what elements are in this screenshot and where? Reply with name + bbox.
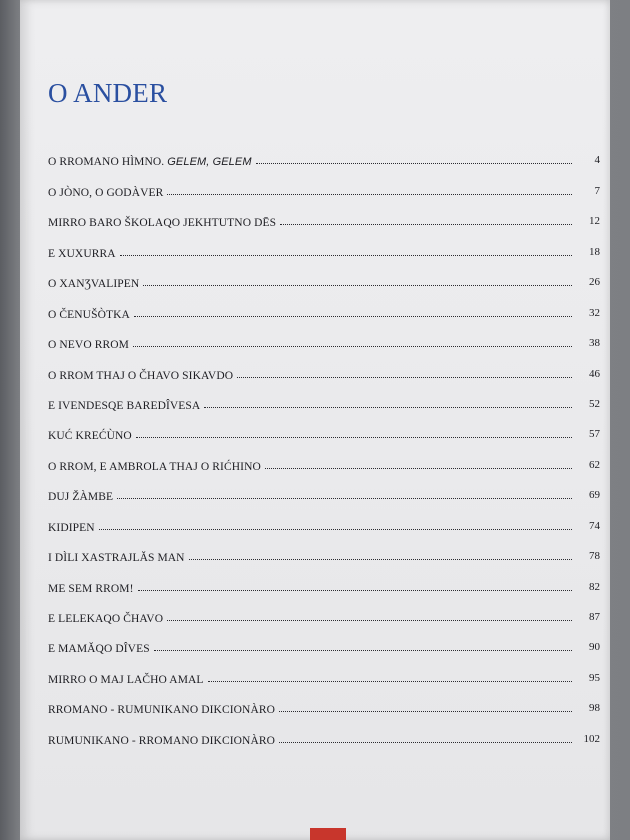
toc-entry-title [48,583,138,599]
toc-entry-title [48,278,143,294]
toc-entry [48,477,600,507]
toc-page-number: 62 [589,458,600,471]
toc-entry-title-text: KIDIPEN [48,521,95,534]
toc-entry-title [48,339,133,355]
toc-page-number: 90 [589,641,600,654]
toc-entry-title-text: E XUXURRA [48,247,116,260]
page-title: O ANDER [48,78,168,108]
toc-entry [48,294,600,324]
toc-entry-title [48,400,204,416]
toc-entry-title-text: O JÒNO, O GODÀVER [48,186,164,199]
toc-entry-title [48,613,167,629]
toc-entry-title-text: I DÌLI XASTRAJLĂS MAN [48,552,185,565]
toc-page-number: 12 [589,215,600,228]
toc-entry-title [48,674,208,690]
toc-entry-title-text: E IVENDESQE BAREDÎVESA [48,399,201,412]
toc-entry-title-italic: GELEM, GELEM [167,156,252,169]
toc-entry-title [48,309,134,325]
toc-entry-title-text: RROMANO - RUMUNIKANO DIKCIONÀRO [48,704,276,717]
dot-leader [279,741,572,743]
toc-entry-title [48,461,265,477]
toc-entry [48,507,600,537]
dot-leader [167,619,572,621]
toc-page-number: 57 [589,428,600,441]
toc-entry-title [48,735,279,751]
toc-entry [48,690,600,720]
toc-entry-title [48,522,99,538]
dot-leader [167,193,572,195]
toc-entry-title-text: RUMUNIKANO - RROMANO DIKCIONÀRO [48,734,276,747]
toc-page-number: 4 [594,154,600,167]
toc-entry [48,172,600,202]
dot-leader [265,467,572,469]
toc-entry [48,264,600,294]
toc-entry-title-text: MIRRO O MAJ LAČHO AMAL [48,673,204,686]
toc-page-number: 74 [589,519,600,532]
book-page [20,0,610,840]
dot-leader [280,223,572,225]
toc-entry-title [48,187,167,203]
toc-entry-title-text: MIRRO BARO ŠKOLAQO JEKHTUTNO DĒS [48,217,277,230]
toc-entry [48,416,600,446]
toc-entry-title [48,430,136,446]
toc-page-number: 95 [589,671,600,684]
toc-entry-title-text: E LELEKAQO ČHAVO [48,613,164,625]
toc-entry [48,203,600,233]
toc-page-number: 87 [589,611,600,623]
toc-entry-title [48,370,237,386]
dot-leader [136,436,572,438]
toc-page-number: 38 [589,337,600,350]
red-bookmark-ribbon [310,828,346,840]
dot-leader [189,558,572,560]
toc-entry-title-text: O RROM, E AMBROLA THAJ O RIĆHINO [48,460,261,473]
dot-leader [133,345,572,347]
toc-entry-title [48,491,117,507]
toc-entry [48,629,600,659]
toc-entry-title-text: O XANƷVALIPEN [48,278,140,291]
toc-page-number: 102 [583,732,600,745]
toc-entry-title [48,643,154,659]
toc-page-number: 78 [589,550,600,563]
toc-page-number: 82 [589,580,600,593]
dot-leader [154,649,572,651]
toc-entry-title [48,156,256,172]
toc-entry [48,538,600,568]
toc-entry [48,568,600,598]
toc-entry-title-text: O RROMANO HÌMNO. [48,156,168,169]
toc-entry-title-text: ME SEM RROM! [48,582,134,595]
toc-entry [48,325,600,355]
toc-page-number: 98 [589,702,600,715]
toc-entry [48,659,600,689]
toc-entry [48,355,600,385]
dot-leader [143,284,572,286]
dot-leader [134,315,572,317]
toc-entry [48,142,600,172]
dot-leader [237,376,572,378]
toc-entry [48,233,600,263]
dot-leader [117,497,572,499]
toc-page-number: 46 [589,367,600,380]
toc-entry-title-text: E MAMĂQO DÎVES [48,643,150,656]
toc-entry-title-text: O ČENUŠÒTKA [48,308,130,321]
toc-entry [48,446,600,476]
dot-leader [99,528,572,530]
dot-leader [256,162,572,164]
toc-entry-title-text: O RROM THAJ O ČHAVO SIKAVDO [48,369,234,382]
toc-entry-title-text: O NEVO RROM [48,339,129,352]
toc-entry-title [48,217,280,233]
toc-entry [48,386,600,416]
toc-page-number: 52 [589,397,600,410]
toc-entry [48,599,600,629]
dot-leader [279,710,572,712]
table-of-contents [48,142,600,751]
toc-page-number: 26 [589,276,600,289]
dot-leader [138,589,572,591]
toc-entry [48,720,600,750]
toc-page-number: 7 [594,184,600,197]
toc-page-number: 18 [589,245,600,258]
toc-entry-title-text: KUĆ KREĆÙNO [48,430,132,443]
dot-leader [204,406,572,408]
toc-page-number: 32 [589,306,600,319]
toc-page-number: 69 [589,489,600,502]
toc-entry-title-text: DUJ ŽÀMBE [48,491,114,504]
toc-entry-title [48,704,279,720]
dot-leader [120,254,572,256]
toc-entry-title [48,552,189,568]
toc-entry-title [48,248,120,264]
dot-leader [208,680,572,682]
